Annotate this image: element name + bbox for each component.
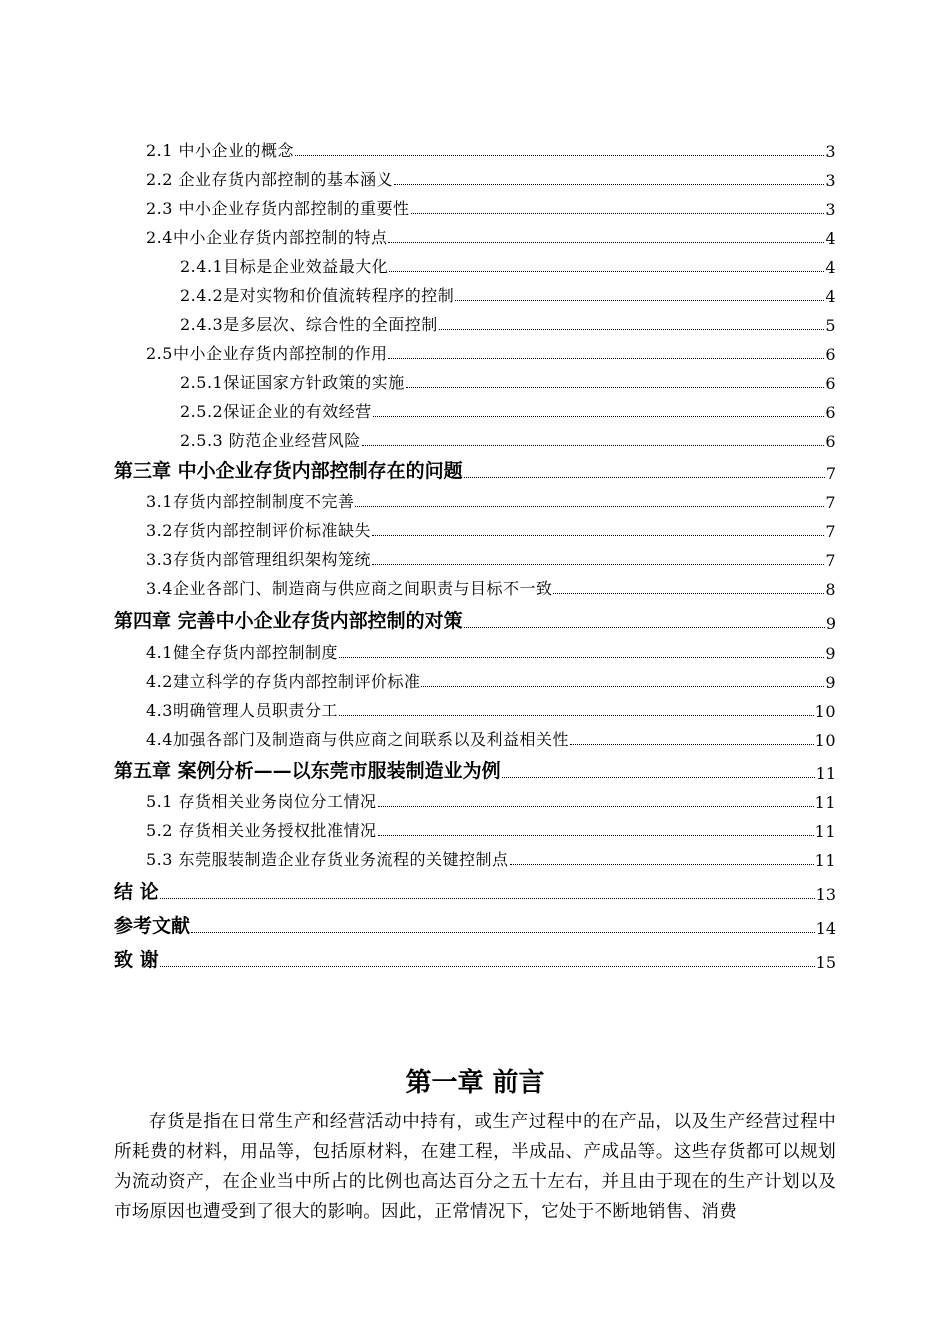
toc-entry-title: 2.4.2是对实物和价值流转程序的控制 (180, 286, 455, 305)
toc-page-number: 9 (825, 673, 836, 692)
toc-leader (372, 535, 824, 536)
toc-page-number: 4 (825, 229, 836, 248)
toc-leader (464, 477, 825, 478)
toc-leader (502, 777, 815, 778)
toc-leader (339, 715, 814, 716)
toc-entry[interactable] (146, 341, 836, 364)
toc-page-number: 15 (815, 953, 836, 972)
toc-entry[interactable] (180, 254, 836, 277)
toc-entry-title: 2.1 中小企业的概念 (146, 141, 295, 160)
toc-leader (372, 564, 824, 565)
toc-entry-title: 4.3明确管理人员职责分工 (146, 701, 338, 720)
toc-leader (510, 864, 814, 865)
toc-leader (406, 387, 825, 388)
toc-entry-title: 参考文献 (114, 915, 191, 937)
toc-leader (388, 358, 824, 359)
toc-entry-title: 2.5.3 防范企业经营风险 (180, 431, 361, 450)
toc-entry[interactable] (146, 669, 836, 692)
toc-entry[interactable] (146, 789, 836, 812)
toc-entry-title: 2.2 企业存货内部控制的基本涵义 (146, 170, 394, 189)
toc-page-number: 7 (825, 493, 836, 512)
toc-page-number: 11 (814, 851, 836, 870)
toc-chapter-entry[interactable] (114, 877, 836, 904)
toc-entry-title: 致 谢 (114, 949, 159, 971)
toc-leader (439, 329, 825, 330)
toc-entry[interactable] (146, 847, 836, 870)
toc-page-number: 3 (825, 142, 836, 161)
toc-entry[interactable] (146, 818, 836, 841)
toc-page-number: 10 (814, 702, 836, 721)
toc-page-number: 4 (825, 287, 836, 306)
toc-entry[interactable] (180, 428, 836, 451)
toc-chapter-entry[interactable] (114, 756, 836, 783)
toc-entry[interactable] (146, 196, 836, 219)
toc-entry[interactable] (180, 370, 836, 393)
toc-page-number: 7 (825, 464, 836, 483)
toc-page-number: 6 (825, 403, 836, 422)
toc-leader (355, 506, 824, 507)
toc-leader (339, 657, 824, 658)
toc-entry-title: 2.5.1保证国家方针政策的实施 (180, 373, 405, 392)
toc-page-number: 3 (825, 171, 836, 190)
toc-entry[interactable] (146, 547, 836, 570)
toc-leader (570, 744, 814, 745)
toc-entry[interactable] (146, 698, 836, 721)
toc-chapter-entry[interactable] (114, 606, 836, 633)
toc-entry-title: 4.1健全存货内部控制制度 (146, 643, 338, 662)
toc-page-number: 3 (825, 200, 836, 219)
toc-entry-title: 4.4加强各部门及制造商与供应商之间联系以及利益相关性 (146, 730, 569, 749)
toc-entry-title: 第三章 中小企业存货内部控制存在的问题 (114, 460, 463, 482)
toc-entry[interactable] (146, 138, 836, 161)
toc-leader (421, 686, 824, 687)
toc-entry-title: 2.3 中小企业存货内部控制的重要性 (146, 199, 410, 218)
toc-leader (160, 966, 815, 967)
toc-page-number: 7 (825, 551, 836, 570)
toc-chapter-entry[interactable] (114, 945, 836, 972)
toc-entry-title: 5.1 存货相关业务岗位分工情况 (146, 792, 377, 811)
toc-entry-title: 第五章 案例分析——以东莞市服装制造业为例 (114, 760, 501, 782)
toc-page-number: 7 (825, 522, 836, 541)
toc-page-number: 9 (825, 614, 836, 633)
toc-leader (373, 416, 825, 417)
chapter-heading: 第一章 前言 (405, 1068, 545, 1098)
toc-page-number: 6 (825, 345, 836, 364)
toc-page-number: 10 (814, 731, 836, 750)
toc-entry[interactable] (146, 518, 836, 541)
toc-page-number: 9 (825, 644, 836, 663)
toc-page-number: 5 (825, 316, 836, 335)
toc-entry[interactable] (180, 399, 836, 422)
toc-page-number: 13 (815, 885, 836, 904)
toc-leader (295, 155, 824, 156)
toc-page-number: 11 (814, 822, 836, 841)
toc-entry-title: 第四章 完善中小企业存货内部控制的对策 (114, 610, 463, 632)
toc-entry-title: 5.2 存货相关业务授权批准情况 (146, 821, 377, 840)
toc-entry-title: 3.2存货内部控制评价标准缺失 (146, 521, 371, 540)
toc-leader (389, 271, 824, 272)
toc-entry[interactable] (146, 167, 836, 190)
toc-page-number: 6 (825, 374, 836, 393)
toc-entry[interactable] (180, 312, 836, 335)
toc-page-number: 14 (815, 919, 836, 938)
toc-page-number: 4 (825, 258, 836, 277)
toc-leader (388, 242, 824, 243)
toc-page-number: 8 (825, 580, 836, 599)
toc-entry-title: 4.2建立科学的存货内部控制评价标准 (146, 672, 421, 691)
toc-leader (378, 806, 814, 807)
toc-page-number: 6 (825, 432, 836, 451)
toc-entry[interactable] (146, 489, 836, 512)
toc-leader (394, 184, 824, 185)
toc-entry-title: 2.4中小企业存货内部控制的特点 (146, 228, 388, 247)
toc-entry-title: 2.4.1目标是企业效益最大化 (180, 257, 389, 276)
body-paragraph: 存货是指在日常生产和经营活动中持有，或生产过程中的在产品，以及生产经营过程中所耗费的材料，用品等，包括原材料，在建工程，半成品、产成品等。这些存货都可以规划为流动资产，在企业当中所占的比例也高达百分之五十左右，并且由于现在的生产计划以及市场原因也遭受到了很大的影响。因此，正常情况下，它处于不断地销售、消费 (114, 1112, 836, 1222)
toc-chapter-entry[interactable] (114, 456, 836, 483)
toc-leader (191, 932, 815, 933)
toc-entry-title: 2.5.2保证企业的有效经营 (180, 402, 372, 421)
toc-entry[interactable] (146, 576, 836, 599)
toc-entry-title: 2.4.3是多层次、综合性的全面控制 (180, 315, 438, 334)
toc-leader (553, 593, 824, 594)
toc-leader (378, 835, 814, 836)
toc-page-number: 11 (814, 793, 836, 812)
toc-entry[interactable] (146, 640, 836, 663)
toc-leader (411, 213, 825, 214)
toc-entry-title: 2.5中小企业存货内部控制的作用 (146, 344, 388, 363)
toc-entry-title: 3.4企业各部门、制造商与供应商之间职责与目标不一致 (146, 579, 553, 598)
toc-entry[interactable] (146, 727, 836, 750)
toc-leader (464, 627, 825, 628)
toc-entry-title: 3.1存货内部控制制度不完善 (146, 492, 355, 511)
toc-leader (455, 300, 824, 301)
toc-chapter-entry[interactable] (114, 911, 836, 938)
toc-page-number: 11 (815, 764, 836, 783)
toc-entry-title: 结 论 (114, 881, 159, 903)
toc-entry-title: 3.3存货内部管理组织架构笼统 (146, 550, 371, 569)
toc-leader (160, 898, 815, 899)
toc-entry[interactable] (180, 283, 836, 306)
toc-leader (362, 445, 825, 446)
toc-entry-title: 5.3 东莞服装制造企业存货业务流程的关键控制点 (146, 850, 509, 869)
toc-entry[interactable] (146, 225, 836, 248)
